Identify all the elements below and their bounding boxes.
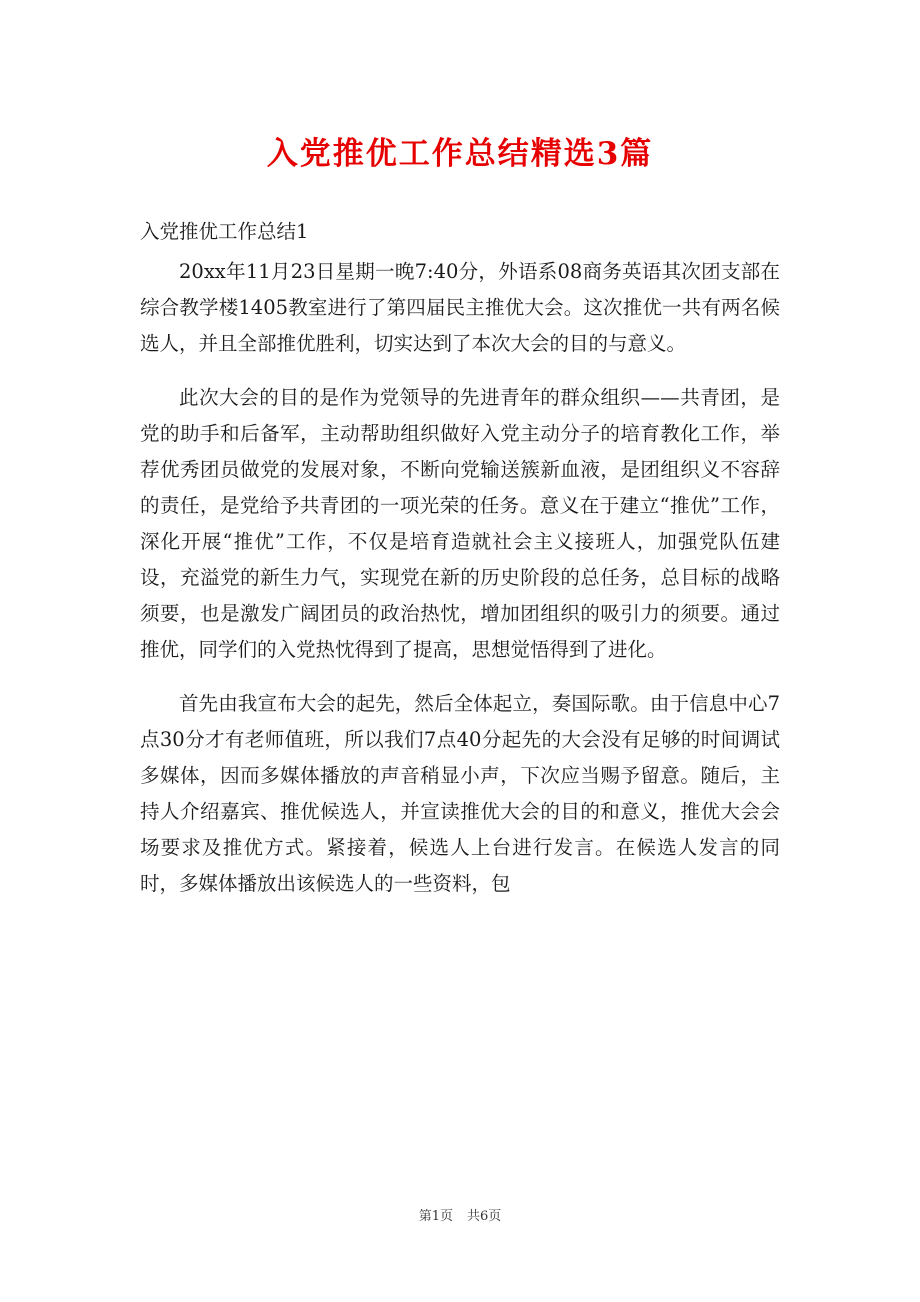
total-pages-indicator: 共6页 <box>467 1209 502 1224</box>
section-heading: 入党推优工作总结1 <box>140 220 309 243</box>
paragraph-2: 此次大会的目的是作为党领导的先进青年的群众组织——共青团，是党的助手和后备军，主动帮助组织做好入党主动分子的培育教化工作，举荐优秀团员做党的发展对象，不断向党输送簇新血液，是团组织义不容辞的责任，是党给予共青团的一项光荣的任务。意义在于建立“推优”工作，深化开展“推优”工作，不仅是培育造就社会主义接班人，加强党队伍建设，充溢党的新生力气，实现党在新的历史阶段的总任务，总目标的战略须要，也是激发广阔团员的政治热忱，增加团组织的吸引力的须要。通过推优，同学们的入党热忱得到了提高，思想觉悟得到了进化。 <box>140 386 780 661</box>
document-body <box>140 214 780 920</box>
document-title: 入党推优工作总结精选3篇 <box>266 136 654 172</box>
current-page-indicator: 第1页 <box>418 1209 453 1224</box>
paragraph-1: 20xx年11月23日星期一晚7:40分，外语系08商务英语其次团支部在综合教学楼1405教室进行了第四届民主推优大会。这次推优一共有两名候选人，并且全部推优胜利，切实达到了本次大会的目的与意义。 <box>140 260 780 355</box>
page-footer <box>0 1205 920 1224</box>
paragraph-3: 首先由我宣布大会的起先，然后全体起立，奏国际歌。由于信息中心7点30分才有老师值班，所以我们7点40分起先的大会没有足够的时间调试多媒体，因而多媒体播放的声音稍显小声，下次应当赐予留意。随后，主持人介绍嘉宾、推优候选人，并宣读推优大会的目的和意义，推优大会会场要求及推优方式。紧接着，候选人上台进行发言。在候选人发言的同时，多媒体播放出该候选人的一些资料，包 <box>140 692 780 895</box>
